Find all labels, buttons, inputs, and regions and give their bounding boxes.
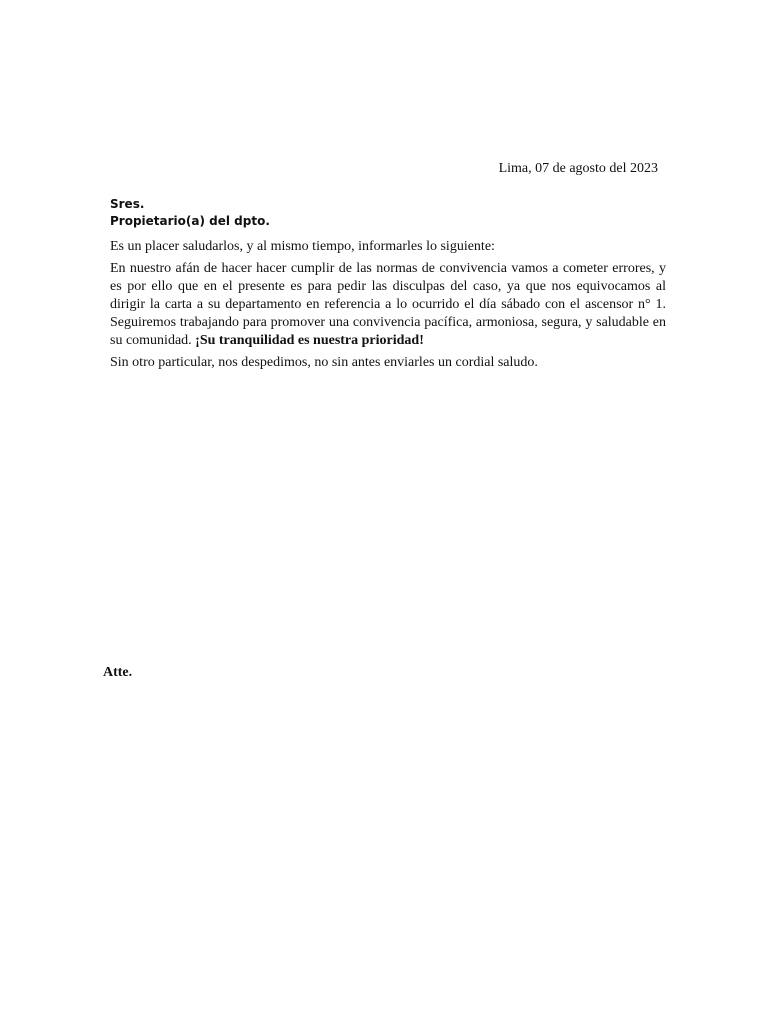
- date-line: Lima, 07 de agosto del 2023: [498, 161, 658, 176]
- body-text: En nuestro afán de hacer hacer cumplir de las normas de convivencia vamos a cometer errores, y es por ello que en el presente es para pedir las disculpas del caso, ya que nos equivocamos al dirigir la carta a su departamento en referencia a lo ocurrido el día sábado con el ascensor n° 1. Seguiremos trabajando para promover una convivencia pacífica, armoniosa, segura, y saludable en su comunidad.: [110, 261, 666, 348]
- closing-line: Sin otro particular, nos despedimos, no sin antes enviarles un cordial saludo.: [110, 355, 538, 370]
- signoff: Atte.: [103, 665, 133, 680]
- recipient-salutation: Sres.: [110, 197, 145, 211]
- recipient-block: [110, 196, 270, 230]
- body-emphasis: ¡Su tranquilidad es nuestra prioridad!: [195, 333, 424, 348]
- greeting-line: Es un placer saludarlos, y al mismo tiempo, informarles lo siguiente:: [110, 239, 495, 254]
- body-paragraph: [110, 260, 666, 350]
- recipient-name: Propietario(a) del dpto.: [110, 214, 270, 228]
